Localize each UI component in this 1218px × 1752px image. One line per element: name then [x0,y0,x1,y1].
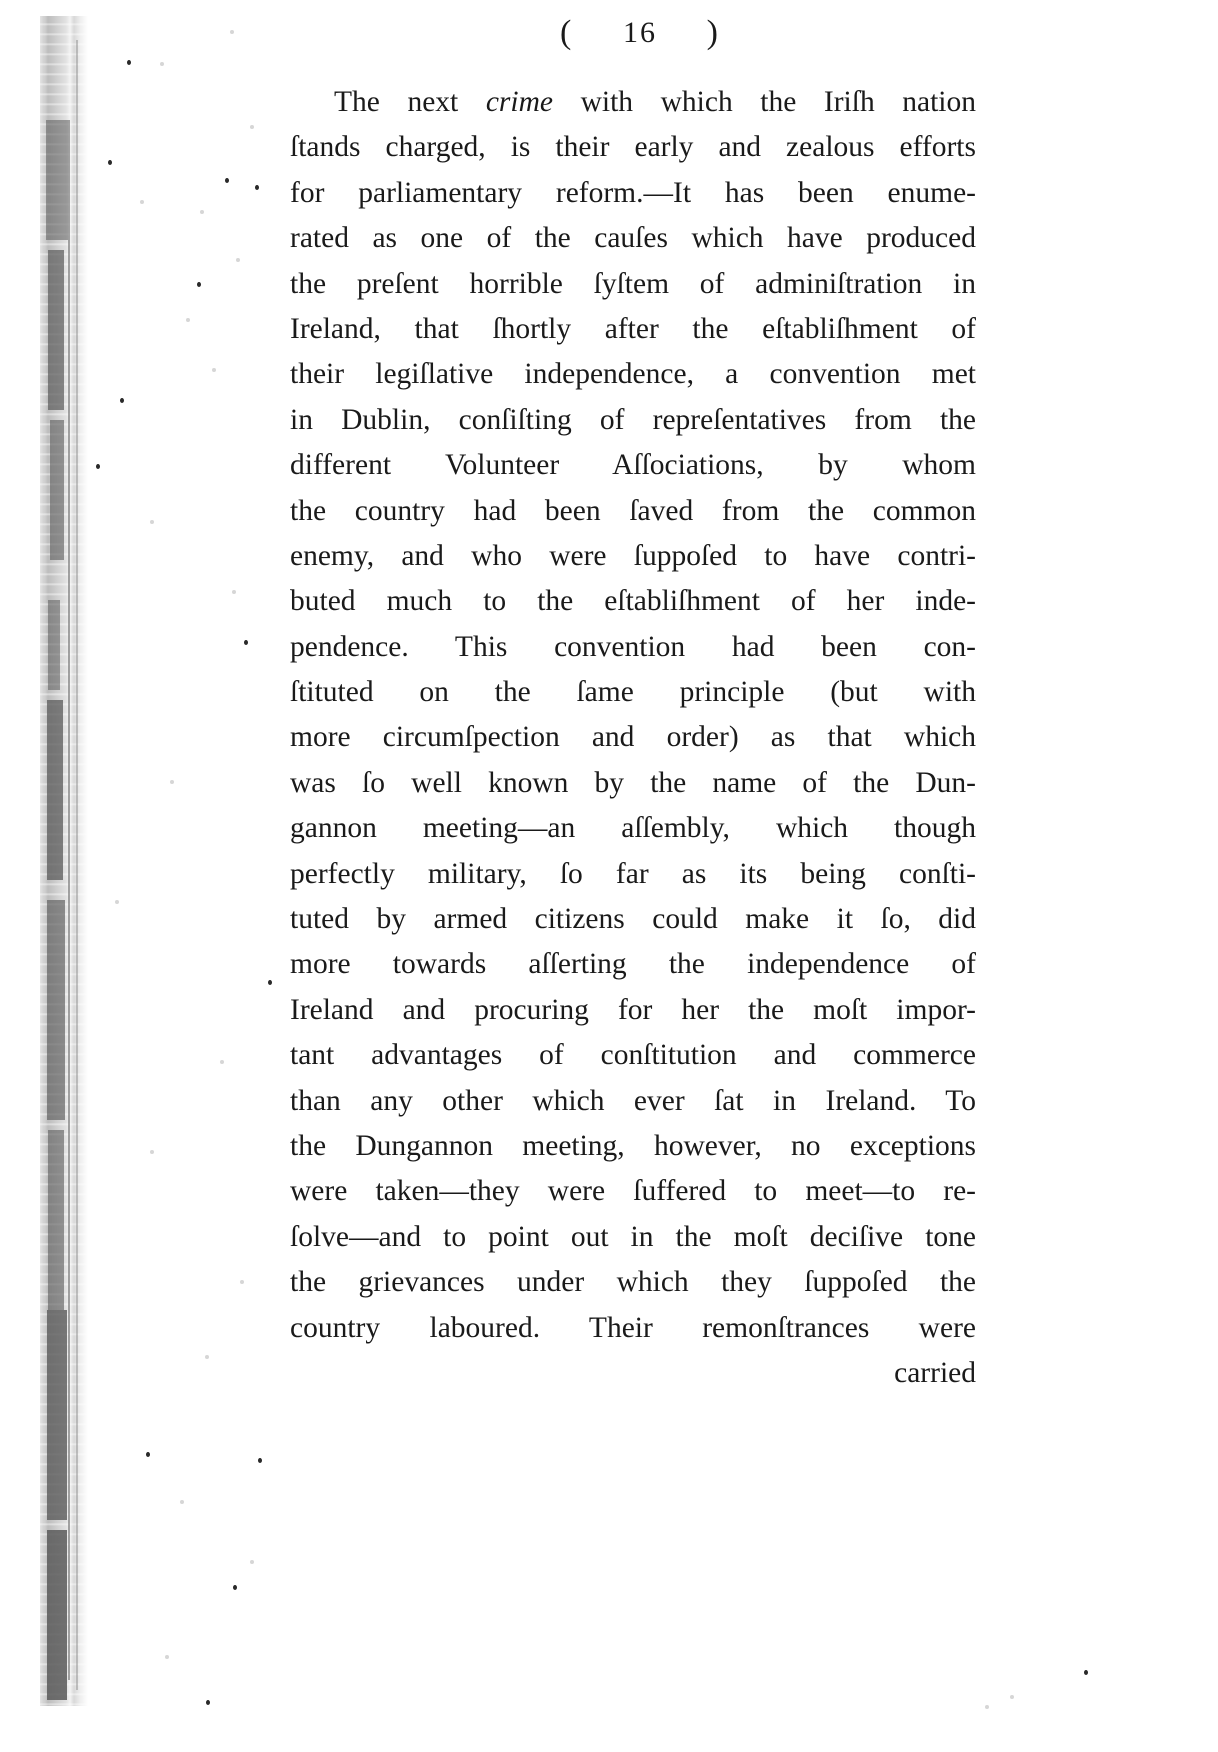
scan-speck [170,780,174,784]
scan-speck [186,318,190,322]
gutter-shadow [48,1130,64,1310]
text-run: with which the Iriſh nation [553,86,977,118]
page-number-value: 16 [623,16,657,49]
scan-speck [146,1452,150,1457]
page-number-close-paren: ) [706,14,720,51]
gutter-shadow [48,250,64,410]
scan-speck [115,900,119,904]
text-line: than any other which ever ſat in Ireland. To [290,1084,976,1117]
scan-speck [160,62,164,66]
scan-speck [200,210,204,214]
scan-speck [985,1705,989,1709]
scan-speck [150,520,154,524]
scan-speck [120,398,124,403]
page-number [560,14,720,52]
text-line: different Volunteer Aſſociations, by whom [290,449,976,482]
text-line: more circumſpection and order) as that which [290,721,976,754]
text-line: Ireland and procuring for her the moſt impor- [290,993,976,1026]
scan-speck [268,980,272,985]
gutter-shadow [47,700,63,880]
scan-speck [180,1500,184,1504]
text-line: more towards aſſerting the independence of [290,948,976,981]
scan-speck [244,640,248,645]
scan-speck [108,160,112,165]
text-line: pendence. This convention had been con- [290,630,976,663]
gutter-line [68,120,70,1680]
gutter-shadow [48,600,60,690]
text-line: the country had been ſaved from the common [290,494,976,527]
gutter-shadow [50,420,64,560]
gutter-shadow [46,120,68,240]
scan-speck [220,1060,224,1064]
gutter-line [76,40,78,1690]
scan-speck [205,1355,209,1359]
text-line: were taken—they were ſuffered to meet—to re- [290,1175,976,1208]
gutter-shadow [47,900,65,1120]
text-line: ſtituted on the ſame principle (but with [290,676,976,709]
text-line: Ireland, that ſhortly after the eſtabliſhment of [290,312,976,345]
gutter-shadow [47,1310,67,1520]
body-text [290,80,976,1396]
text-line: ſtands charged, is their early and zealous efforts [290,131,976,164]
scan-speck [1010,1695,1014,1699]
text-line: was ſo well known by the name of the Dun- [290,766,976,799]
text-line: ſolve—and to point out in the moſt deciſive tone [290,1220,976,1253]
text-line: buted much to the eſtabliſhment of her inde- [290,585,976,618]
scan-speck [255,185,259,190]
text-run: The next [334,86,486,118]
text-line: the preſent horrible ſyſtem of adminiſtration in [290,267,976,300]
text-line: enemy, and who were ſuppoſed to have contri- [290,539,976,572]
text-line: country laboured. Their remonſtrances were [290,1311,976,1344]
text-line: the Dungannon meeting, however, no exceptions [290,1129,976,1162]
scan-speck [232,590,236,594]
scan-speck [230,30,234,34]
text-line: for parliamentary reform.—It has been enume- [290,176,976,209]
scan-speck [197,282,201,287]
text-line: tant advantages of conſtitution and commerce [290,1039,976,1072]
text-line: perfectly military, ſo far as its being conſti- [290,857,976,890]
scan-speck [236,258,240,262]
scan-speck [250,1560,254,1564]
scan-speck [1084,1670,1088,1675]
italic-emphasis: crime [485,86,553,118]
gutter-shadow [47,1530,67,1700]
text-line: rated as one of the cauſes which have produced [290,222,976,255]
text-line: the grievances under which they ſuppoſed the [290,1266,976,1299]
text-line: tuted by armed citizens could make it ſo, did [290,903,976,936]
text-line: in Dublin, conſiſting of repreſentatives from the [290,403,976,436]
text-line [290,80,976,125]
scan-speck [240,1280,244,1284]
catchword: carried [894,1356,976,1389]
scan-speck [165,1655,169,1659]
scan-speck [140,200,144,204]
scan-speck [150,1150,154,1154]
page-number-open-paren: ( [560,14,574,51]
scan-speck [206,1700,210,1705]
text-line: their legiſlative independence, a convention met [290,358,976,391]
scan-speck [233,1585,237,1590]
scan-speck [225,178,229,183]
text-line: gannon meeting—an aſſembly, which though [290,812,976,845]
scan-speck [250,125,254,129]
scan-speck [258,1458,262,1463]
scan-speck [127,60,131,65]
scan-speck [212,368,216,372]
scan-speck [96,464,100,469]
